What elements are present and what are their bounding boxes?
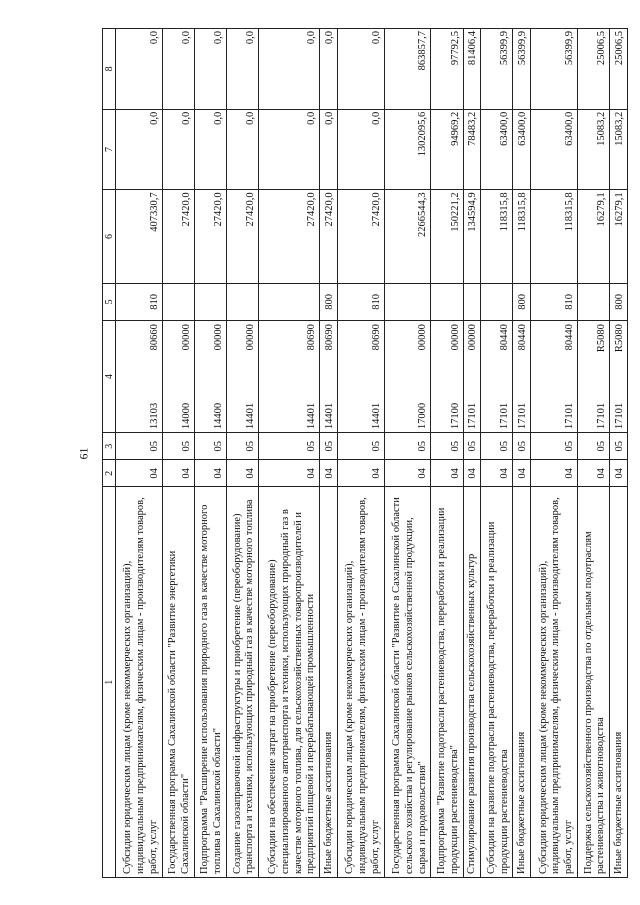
amount-col8: 81406,4 xyxy=(463,29,481,110)
amount-col8: 0,0 xyxy=(338,29,385,110)
row-description: Поддержка сельскохозяйственного производства по отдельным подотраслям растениеводства и животноводства xyxy=(577,487,609,878)
amount-col7: 15083,2 xyxy=(577,109,609,190)
subsection-code: 05 xyxy=(259,433,320,460)
table-row xyxy=(259,29,320,878)
amount-col7: 1302095,6 xyxy=(384,109,431,190)
rotated-page xyxy=(102,28,628,878)
table-row xyxy=(531,29,578,878)
row-description: Создание газозаправочной инфраструктуры и приобретение (переоборудование) транспорта и техники, использующих природный газ в качестве моторного топлива xyxy=(227,487,259,878)
target-article-cell xyxy=(610,321,628,433)
program-code: 17101 xyxy=(499,402,511,430)
table-row xyxy=(227,29,259,878)
target-article-cell xyxy=(384,321,431,433)
section-code: 04 xyxy=(384,460,431,487)
row-description: Субсидии на развитие подотрасли растениеводства, переработки и реализации продукции растениеводства xyxy=(481,487,513,878)
header-cell: 5 xyxy=(103,283,116,320)
table-row xyxy=(162,29,194,878)
target-article-cell xyxy=(531,321,578,433)
header-row xyxy=(103,29,116,878)
program-code: 17101 xyxy=(467,402,479,430)
program-code: 17101 xyxy=(563,402,575,430)
amount-col8: 56399,9 xyxy=(481,29,513,110)
direction-code: 80660 xyxy=(148,324,160,351)
amount-col6: 16279,1 xyxy=(577,190,609,283)
amount-col8: 25006,5 xyxy=(577,29,609,110)
table-row xyxy=(384,29,431,878)
table-row xyxy=(610,29,628,878)
direction-code: 00000 xyxy=(417,324,429,351)
expense-type-code: 800 xyxy=(320,283,338,320)
amount-col6: 2266544,3 xyxy=(384,190,431,283)
table-row xyxy=(338,29,385,878)
direction-code: 00000 xyxy=(449,324,461,351)
header-cell: 1 xyxy=(103,487,116,878)
amount-col7: 63400,0 xyxy=(531,109,578,190)
row-description: Государственная программа Сахалинской области "Развитие в Сахалинской области сельского хозяйства и регулирование рынков сельскохозяйственной продукции, сырья и продовольствия" xyxy=(384,487,431,878)
program-code: 17101 xyxy=(517,402,529,430)
expense-type-code xyxy=(463,283,481,320)
subsection-code: 05 xyxy=(431,433,463,460)
section-code: 04 xyxy=(577,460,609,487)
expense-type-code: 810 xyxy=(531,283,578,320)
program-code: 13103 xyxy=(148,402,160,430)
expense-type-code: 810 xyxy=(338,283,385,320)
amount-col6: 27420,0 xyxy=(338,190,385,283)
amount-col7: 0,0 xyxy=(162,109,194,190)
subsection-code: 05 xyxy=(531,433,578,460)
amount-col6: 118315,8 xyxy=(481,190,513,283)
expense-type-code xyxy=(194,283,226,320)
direction-code: 00000 xyxy=(467,324,479,351)
row-description: Стимулирование развития производства сельскохозяйственных культур xyxy=(463,487,481,878)
amount-col7: 0,0 xyxy=(259,109,320,190)
amount-col7: 63400,0 xyxy=(513,109,531,190)
target-article-cell xyxy=(463,321,481,433)
direction-code: 00000 xyxy=(245,324,257,351)
direction-code: 00000 xyxy=(213,324,225,351)
direction-code: 80690 xyxy=(370,324,382,351)
table-body xyxy=(116,29,628,878)
table-row xyxy=(116,29,163,878)
amount-col8: 97792,5 xyxy=(431,29,463,110)
program-code: 14401 xyxy=(370,402,382,430)
target-article-cell xyxy=(194,321,226,433)
expense-type-code xyxy=(259,283,320,320)
subsection-code: 05 xyxy=(384,433,431,460)
amount-col6: 118315,8 xyxy=(513,190,531,283)
target-article-cell xyxy=(162,321,194,433)
amount-col6: 134594,9 xyxy=(463,190,481,283)
amount-col8: 0,0 xyxy=(162,29,194,110)
subsection-code: 05 xyxy=(194,433,226,460)
target-article-cell xyxy=(481,321,513,433)
row-description: Государственная программа Сахалинской области "Развитие энергетики Сахалинской области" xyxy=(162,487,194,878)
subsection-code: 05 xyxy=(338,433,385,460)
amount-col7: 63400,0 xyxy=(481,109,513,190)
section-code: 04 xyxy=(259,460,320,487)
page-number: 61 xyxy=(76,447,91,460)
expense-type-code xyxy=(431,283,463,320)
subsection-code: 05 xyxy=(320,433,338,460)
expense-type-code: 810 xyxy=(116,283,163,320)
amount-col6: 27420,0 xyxy=(227,190,259,283)
target-article-cell xyxy=(338,321,385,433)
row-description: Иные бюджетные ассигнования xyxy=(513,487,531,878)
amount-col7: 0,0 xyxy=(194,109,226,190)
direction-code: 80440 xyxy=(499,324,511,351)
amount-col6: 16279,1 xyxy=(610,190,628,283)
amount-col6: 27420,0 xyxy=(162,190,194,283)
table-row xyxy=(513,29,531,878)
amount-col7: 0,0 xyxy=(227,109,259,190)
amount-col6: 407330,7 xyxy=(116,190,163,283)
direction-code: 80440 xyxy=(517,324,529,351)
direction-code: 80690 xyxy=(324,324,336,351)
direction-code: 00000 xyxy=(180,324,192,351)
header-cell: 7 xyxy=(103,109,116,190)
header-cell: 8 xyxy=(103,29,116,110)
row-description: Субсидии на обеспечение затрат на приобретение (переоборудование) специализированного автотранспорта и техники, использующих природный газ в качестве моторного топлива, для сельскохозяйственных товаропроизводителей и предприятий пищевой и перерабатывающей промышленности xyxy=(259,487,320,878)
section-code: 04 xyxy=(162,460,194,487)
section-code: 04 xyxy=(531,460,578,487)
target-article-cell xyxy=(513,321,531,433)
table-row xyxy=(320,29,338,878)
direction-code: 80690 xyxy=(306,324,318,351)
row-description: Субсидии юридическим лицам (кроме некоммерческих организаций), индивидуальным предпринимателям, физическим лицам - производителям товаров, работ, услуг xyxy=(116,487,163,878)
budget-table xyxy=(102,28,628,878)
expense-type-code: 800 xyxy=(513,283,531,320)
subsection-code: 05 xyxy=(610,433,628,460)
table-row xyxy=(481,29,513,878)
row-description: Подпрограмма "Расширение использования природного газа в качестве моторного топлива в Сахалинской области" xyxy=(194,487,226,878)
program-code: 14401 xyxy=(324,402,336,430)
program-code: 14401 xyxy=(306,402,318,430)
subsection-code: 05 xyxy=(577,433,609,460)
amount-col8: 0,0 xyxy=(259,29,320,110)
amount-col8: 863857,7 xyxy=(384,29,431,110)
amount-col6: 27420,0 xyxy=(194,190,226,283)
amount-col7: 0,0 xyxy=(320,109,338,190)
expense-type-code xyxy=(481,283,513,320)
amount-col8: 0,0 xyxy=(227,29,259,110)
table-row xyxy=(431,29,463,878)
section-code: 04 xyxy=(431,460,463,487)
section-code: 04 xyxy=(227,460,259,487)
amount-col8: 56399,9 xyxy=(513,29,531,110)
program-code: 17101 xyxy=(614,402,625,430)
target-article-cell xyxy=(320,321,338,433)
amount-col8: 0,0 xyxy=(194,29,226,110)
target-article-cell xyxy=(227,321,259,433)
table-row xyxy=(463,29,481,878)
row-description: Субсидии юридическим лицам (кроме некоммерческих организаций), индивидуальным предпринимателям, физическим лицам - производителям товаров, работ, услуг xyxy=(531,487,578,878)
amount-col6: 27420,0 xyxy=(259,190,320,283)
section-code: 04 xyxy=(513,460,531,487)
program-code: 17101 xyxy=(596,402,608,430)
program-code: 17000 xyxy=(417,402,429,430)
table-row xyxy=(194,29,226,878)
amount-col7: 15083,2 xyxy=(610,109,628,190)
amount-col7: 0,0 xyxy=(338,109,385,190)
expense-type-code xyxy=(577,283,609,320)
amount-col8: 0,0 xyxy=(116,29,163,110)
subsection-code: 05 xyxy=(116,433,163,460)
program-code: 17100 xyxy=(449,402,461,430)
amount-col6: 27420,0 xyxy=(320,190,338,283)
table-row xyxy=(577,29,609,878)
section-code: 04 xyxy=(463,460,481,487)
amount-col6: 150221,2 xyxy=(431,190,463,283)
row-description: Иные бюджетные ассигнования xyxy=(320,487,338,878)
target-article-cell xyxy=(116,321,163,433)
section-code: 04 xyxy=(320,460,338,487)
section-code: 04 xyxy=(610,460,628,487)
amount-col8: 0,0 xyxy=(320,29,338,110)
target-article-cell xyxy=(431,321,463,433)
header-cell: 3 xyxy=(103,433,116,460)
amount-col8: 56399,9 xyxy=(531,29,578,110)
row-description: Субсидии юридическим лицам (кроме некоммерческих организаций), индивидуальным предпринимателям, физическим лицам - производителям товаров, работ, услуг xyxy=(338,487,385,878)
target-article-cell xyxy=(259,321,320,433)
row-description: Подпрограмма "Развитие подотрасли растениеводства, переработки и реализации продукции растениеводства" xyxy=(431,487,463,878)
subsection-code: 05 xyxy=(513,433,531,460)
section-code: 04 xyxy=(481,460,513,487)
subsection-code: 05 xyxy=(463,433,481,460)
direction-code: R5080 xyxy=(614,324,625,353)
amount-col6: 118315,8 xyxy=(531,190,578,283)
program-code: 14400 xyxy=(213,402,225,430)
amount-col7: 94969,2 xyxy=(431,109,463,190)
section-code: 04 xyxy=(338,460,385,487)
expense-type-code xyxy=(162,283,194,320)
subsection-code: 05 xyxy=(481,433,513,460)
expense-type-code xyxy=(384,283,431,320)
header-cell: 2 xyxy=(103,460,116,487)
row-description: Иные бюджетные ассигнования xyxy=(610,487,628,878)
direction-code: R5080 xyxy=(596,324,608,353)
program-code: 14401 xyxy=(245,402,257,430)
subsection-code: 05 xyxy=(162,433,194,460)
amount-col8: 25006,5 xyxy=(610,29,628,110)
section-code: 04 xyxy=(194,460,226,487)
section-code: 04 xyxy=(116,460,163,487)
amount-col7: 78483,2 xyxy=(463,109,481,190)
subsection-code: 05 xyxy=(227,433,259,460)
program-code: 14000 xyxy=(180,402,192,430)
amount-col7: 0,0 xyxy=(116,109,163,190)
expense-type-code: 800 xyxy=(610,283,628,320)
target-article-cell xyxy=(577,321,609,433)
direction-code: 80440 xyxy=(563,324,575,351)
header-cell: 4 xyxy=(103,321,116,433)
expense-type-code xyxy=(227,283,259,320)
header-cell: 6 xyxy=(103,190,116,283)
